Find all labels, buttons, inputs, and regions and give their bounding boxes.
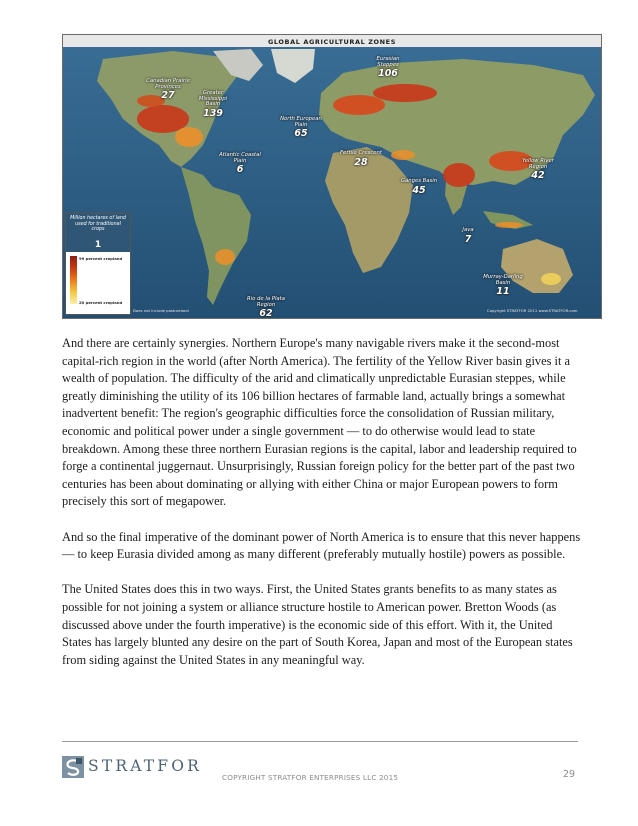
page-number: 29 xyxy=(563,769,576,780)
region-label-eurasian-steppes xyxy=(365,57,411,79)
map-copyright: Copyright STRATFOR 2011 www.STRATFOR.com xyxy=(487,308,578,313)
map-title: GLOBAL AGRICULTURAL ZONES xyxy=(267,38,397,46)
legend-header xyxy=(66,214,130,252)
agricultural-zones-map xyxy=(62,34,602,319)
region-name: Atlantic Coastal Plain xyxy=(219,152,261,164)
region-name: Murray-Darling Basin xyxy=(483,274,523,286)
region-value: 6 xyxy=(236,164,244,176)
region-label-mississippi-basin xyxy=(191,91,235,119)
region-value: 62 xyxy=(259,308,273,319)
region-label-murray-darling xyxy=(477,275,529,297)
region-name: Eurasian Steppes xyxy=(376,56,400,68)
stratfor-logo-icon xyxy=(62,756,84,778)
region-name: Yellow River Region xyxy=(522,158,554,170)
region-value: 7 xyxy=(464,233,472,245)
legend-color-bar xyxy=(70,256,77,304)
region-value: 139 xyxy=(203,107,223,119)
region-name: North European Plain xyxy=(280,116,322,128)
region-value: 106 xyxy=(378,68,398,80)
map-legend xyxy=(65,213,131,315)
legend-value: 1 xyxy=(94,240,102,250)
legend-high-label: 99 percent cropland xyxy=(79,256,123,261)
region-label-ganges-basin xyxy=(399,179,439,196)
region-value: 11 xyxy=(496,286,510,298)
footer-copyright: COPYRIGHT STRATFOR ENTERPRISES LLC 2015 xyxy=(222,773,399,782)
paragraph: And so the final imperative of the dominant power of North America is to ensure that this never happens — to keep Eurasia divided among as many different (preferably mutually hostile) powers as possible. xyxy=(62,529,581,562)
legend-low-label: 20 percent cropland xyxy=(79,300,123,305)
region-label-java xyxy=(451,228,485,245)
region-value: 27 xyxy=(161,90,175,102)
region-label-rio-de-la-plata xyxy=(241,297,291,319)
logo-wordmark: STRATFOR xyxy=(88,757,203,775)
region-label-atlantic-coastal-plain xyxy=(215,153,265,175)
region-label-yellow-river xyxy=(513,159,563,181)
article-body xyxy=(62,335,582,687)
region-label-north-european-plain xyxy=(279,117,323,139)
region-value: 45 xyxy=(412,184,426,196)
region-name: Ganges Basin xyxy=(400,178,438,184)
region-name: Greater Mississippi Basin xyxy=(198,90,228,108)
region-label-fertile-crescent xyxy=(340,151,382,168)
paragraph: The United States does this in two ways. First, the United States grants benefits to as many states as possible for not joining a system or alliance structure hostile to American power. Bretton Woods (as discussed above under the fourth imperative) is the economic side of this effort. With it, the United States has largely blunted any desire on the part of South Korea, Japan and most of the European states from siding against the United States in any meaningful way. xyxy=(62,582,573,667)
paragraph: And there are certainly synergies. Northern Europe's many navigable rivers make it the second-most capital-rich region in the world (after North America). The fertility of the Yellow River basin gives it a wealth of population. The difficulty of the arid and climatically unpredictable Eurasian steppes, while greatly diminishing the utility of its 106 billion hectares of farmable land, actually brings a somewhat inadvertent benefit: The region's geographic difficulties force the consolidation of Russian military, economic and political power under a single government — to do otherwise would lead to state breakdown. Among these three northern Eurasian regions is the capital, labor and leadership required to forge a continental juggernaut. Unsurprisingly, Russian foreign policy for the better part of the past two centuries has been about dominating or allying with either China or major European powers to form precisely this sort of megapower. xyxy=(62,336,577,509)
region-value: 28 xyxy=(354,156,368,168)
region-name: Java xyxy=(462,227,474,233)
region-value: 65 xyxy=(294,128,308,140)
region-name: Canadian Prairie Provinces xyxy=(146,78,190,90)
region-name: Rio de la Plata Region xyxy=(246,296,286,308)
legend-title: Million hectares of land used for traditional crops xyxy=(70,216,126,233)
map-note: Does not include pastureland xyxy=(133,308,189,313)
region-name: Fertile Crescent xyxy=(340,150,382,156)
footer-divider xyxy=(62,741,578,742)
region-label-canadian-prairie xyxy=(142,79,194,101)
region-value: 42 xyxy=(531,170,545,182)
